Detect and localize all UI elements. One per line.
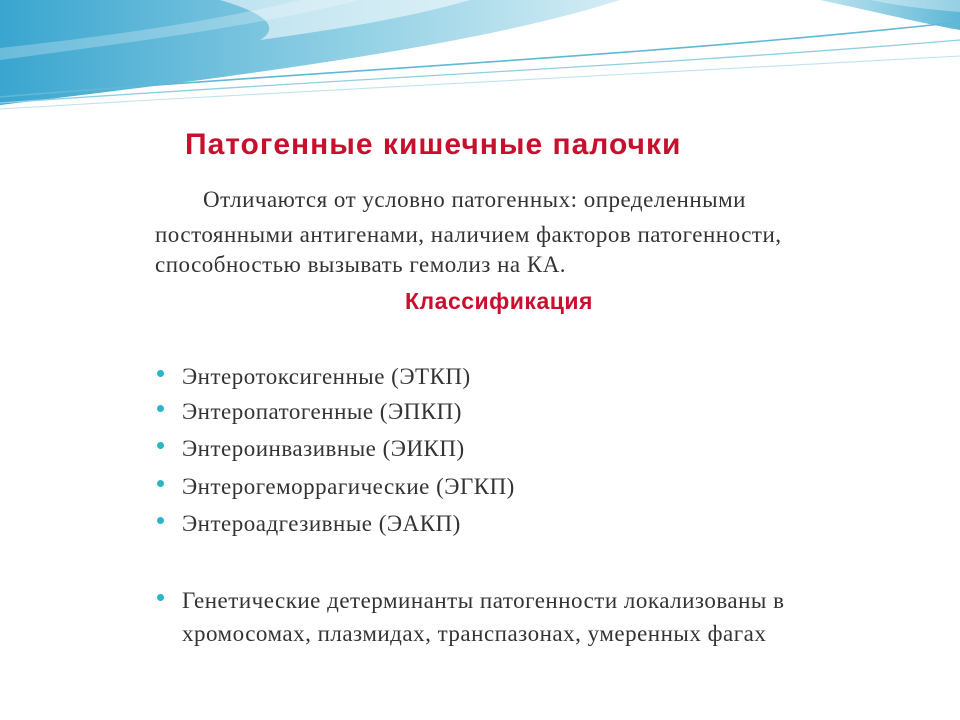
list-item bbox=[182, 396, 462, 428]
list-item-label: Энтеротоксигенные (ЭТКП) bbox=[182, 364, 471, 389]
list-item bbox=[182, 471, 515, 503]
list-item-label: Энтерогеморрагические (ЭГКП) bbox=[182, 474, 515, 499]
bullet-icon bbox=[157, 594, 164, 601]
list-item-label: Энтероинвазивные (ЭИКП) bbox=[182, 436, 465, 461]
list-item-label: Энтероадгезивные (ЭАКП) bbox=[182, 511, 461, 536]
list-item-label: Энтеропатогенные (ЭПКП) bbox=[182, 399, 462, 424]
bullet-icon bbox=[157, 370, 164, 377]
bullet-icon bbox=[157, 405, 164, 412]
list-item bbox=[182, 585, 785, 617]
note-continuation bbox=[182, 618, 766, 650]
bullet-icon bbox=[157, 517, 164, 524]
intro-line: постоянными антигенами, наличием факторов патогенности, bbox=[155, 222, 782, 247]
list-item bbox=[182, 433, 465, 465]
intro-line: способностью вызывать гемолиз на КА. bbox=[155, 252, 567, 277]
bullet-icon bbox=[157, 480, 164, 487]
note-line: Генетические детерминанты патогенности локализованы в bbox=[182, 588, 785, 613]
list-item bbox=[182, 508, 461, 540]
header-wave-decoration bbox=[0, 0, 960, 120]
note-line: хромосомах, плазмидах, транспазонах, умеренных фагах bbox=[182, 621, 767, 646]
list-item bbox=[182, 361, 471, 393]
intro-line: Отличаются от условно патогенных: определенными bbox=[203, 187, 746, 212]
slide-title: Патогенные кишечные палочки bbox=[185, 128, 682, 161]
bullet-icon bbox=[157, 442, 164, 449]
classification-heading: Классификация bbox=[405, 288, 593, 314]
